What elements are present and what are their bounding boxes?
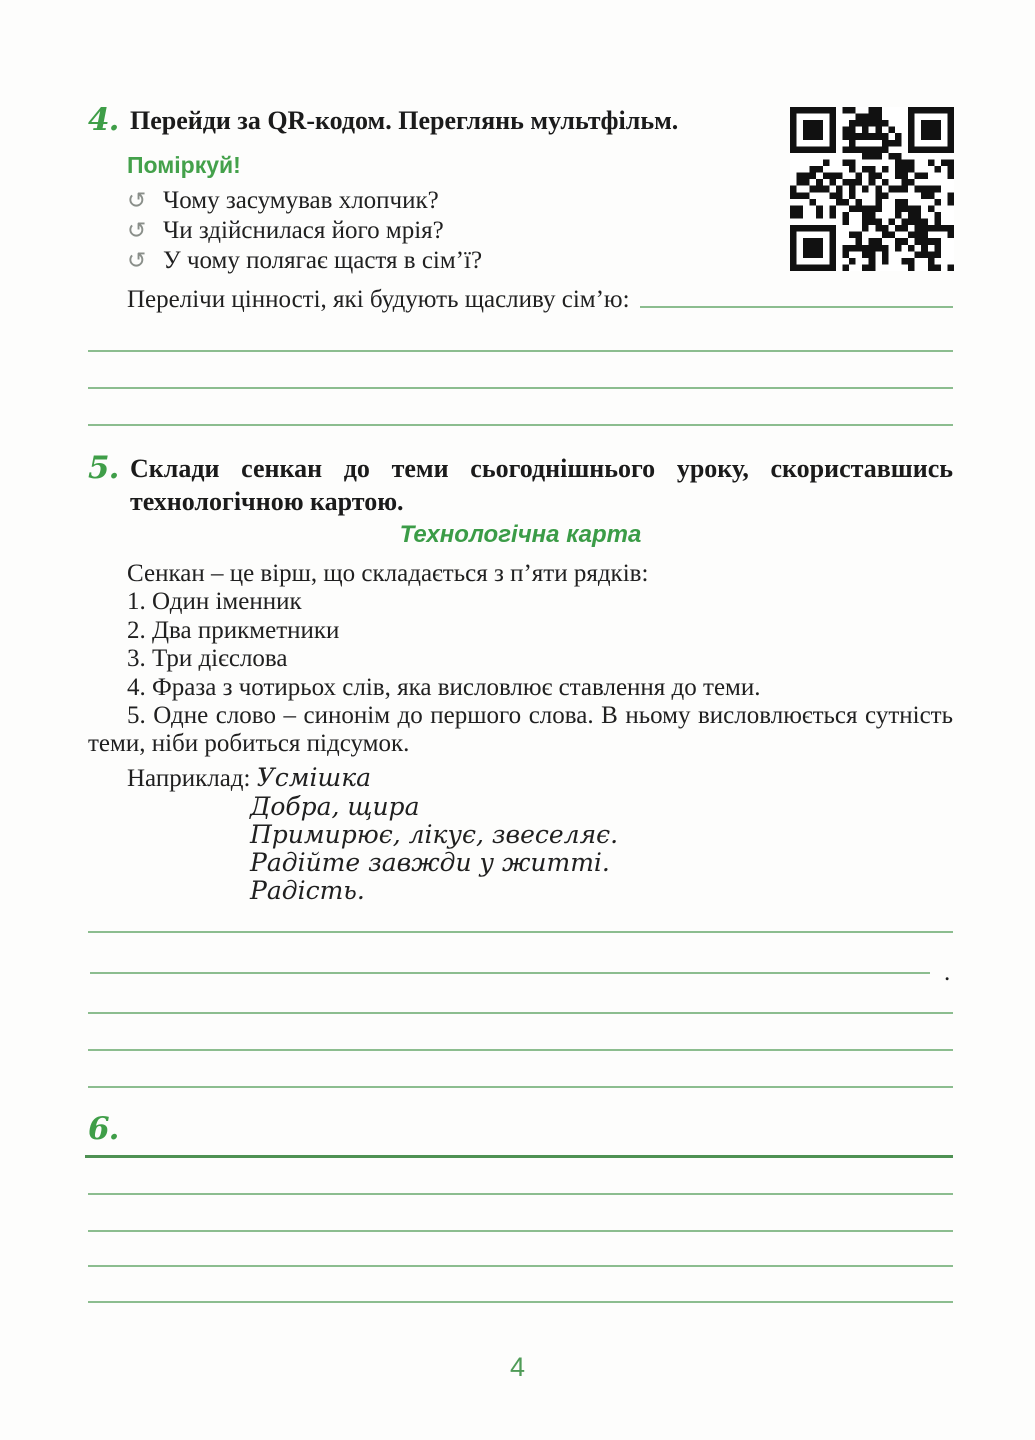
answer-line-with-period xyxy=(90,959,953,986)
tech-card-body xyxy=(88,560,953,759)
card-intro: Сенкан – це вірш, що складається з п’яти рядків: xyxy=(127,560,649,587)
task5-header xyxy=(88,452,953,518)
question-item xyxy=(127,186,827,216)
poem-line: Радість. xyxy=(250,876,365,905)
counterclockwise-arrow-icon: ↺ xyxy=(127,218,147,244)
answer-line[interactable] xyxy=(88,1086,953,1088)
counterclockwise-arrow-icon: ↺ xyxy=(127,188,147,214)
think-label: Поміркуй! xyxy=(127,152,241,178)
answer-line[interactable] xyxy=(88,424,953,426)
answer-blank[interactable] xyxy=(640,306,953,308)
example-block xyxy=(127,764,947,905)
answer-line[interactable] xyxy=(88,1049,953,1051)
card-item: 4. Фраза з чотирьох слів, яка висловлює ставлення до теми. xyxy=(127,673,761,701)
counterclockwise-arrow-icon: ↺ xyxy=(127,248,147,274)
task4-header xyxy=(88,104,788,137)
answer-line[interactable] xyxy=(90,972,930,974)
question-item xyxy=(127,246,827,276)
question-text: Чому засумував хлопчик? xyxy=(163,187,439,214)
period-mark: . xyxy=(944,959,951,986)
card-item: 1. Один іменник xyxy=(127,588,302,616)
card-item: 2. Два прикметники xyxy=(127,616,340,644)
question-list xyxy=(127,186,827,276)
example-label: Наприклад: xyxy=(127,765,251,792)
answer-line[interactable] xyxy=(88,1193,953,1195)
answer-line[interactable] xyxy=(88,1265,953,1267)
answer-line[interactable] xyxy=(88,1301,953,1303)
example-first-row xyxy=(127,764,947,793)
answer-line[interactable] xyxy=(88,1012,953,1014)
task6-number: 6. xyxy=(88,1111,119,1147)
example-poem xyxy=(250,793,947,905)
question-text: У чому полягає щастя в сім’ї? xyxy=(163,247,483,274)
poem-line: Добра, щира xyxy=(250,792,420,821)
example-word: Усмішка xyxy=(256,763,372,792)
card-item: 3. Три дієслова xyxy=(127,645,288,673)
values-prompt: Перелічи цінності, які будують щасливу сім’ю: xyxy=(127,286,630,313)
task5-number: 5. xyxy=(88,450,119,486)
answer-line[interactable] xyxy=(88,1230,953,1232)
values-prompt-row xyxy=(127,285,953,314)
answer-line[interactable] xyxy=(88,350,953,352)
task4-title: Перейди за QR-кодом. Переглянь мультфільм. xyxy=(130,106,679,135)
question-item xyxy=(127,216,827,246)
poem-line: Примирює, лікує, звеселяє. xyxy=(250,820,619,849)
answer-line[interactable] xyxy=(85,1155,953,1158)
card-item: 5. Одне слово – синонім до першого слова. В ньому висловлюється сутність теми, ніби робиться підсумок. xyxy=(88,702,953,758)
task4-number: 4. xyxy=(88,102,119,138)
task5-title: Склади сенкан до теми сьогоднішнього уроку, скориставшись технологічною картою. xyxy=(130,454,953,516)
page-number: 4 xyxy=(509,1352,526,1382)
answer-line[interactable] xyxy=(88,387,953,389)
poem-line: Радійте завжди у житті. xyxy=(250,848,610,877)
tech-card-title: Технологічна карта xyxy=(399,521,642,548)
question-text: Чи здійснилася його мрія? xyxy=(163,217,444,244)
answer-line[interactable] xyxy=(88,931,953,933)
